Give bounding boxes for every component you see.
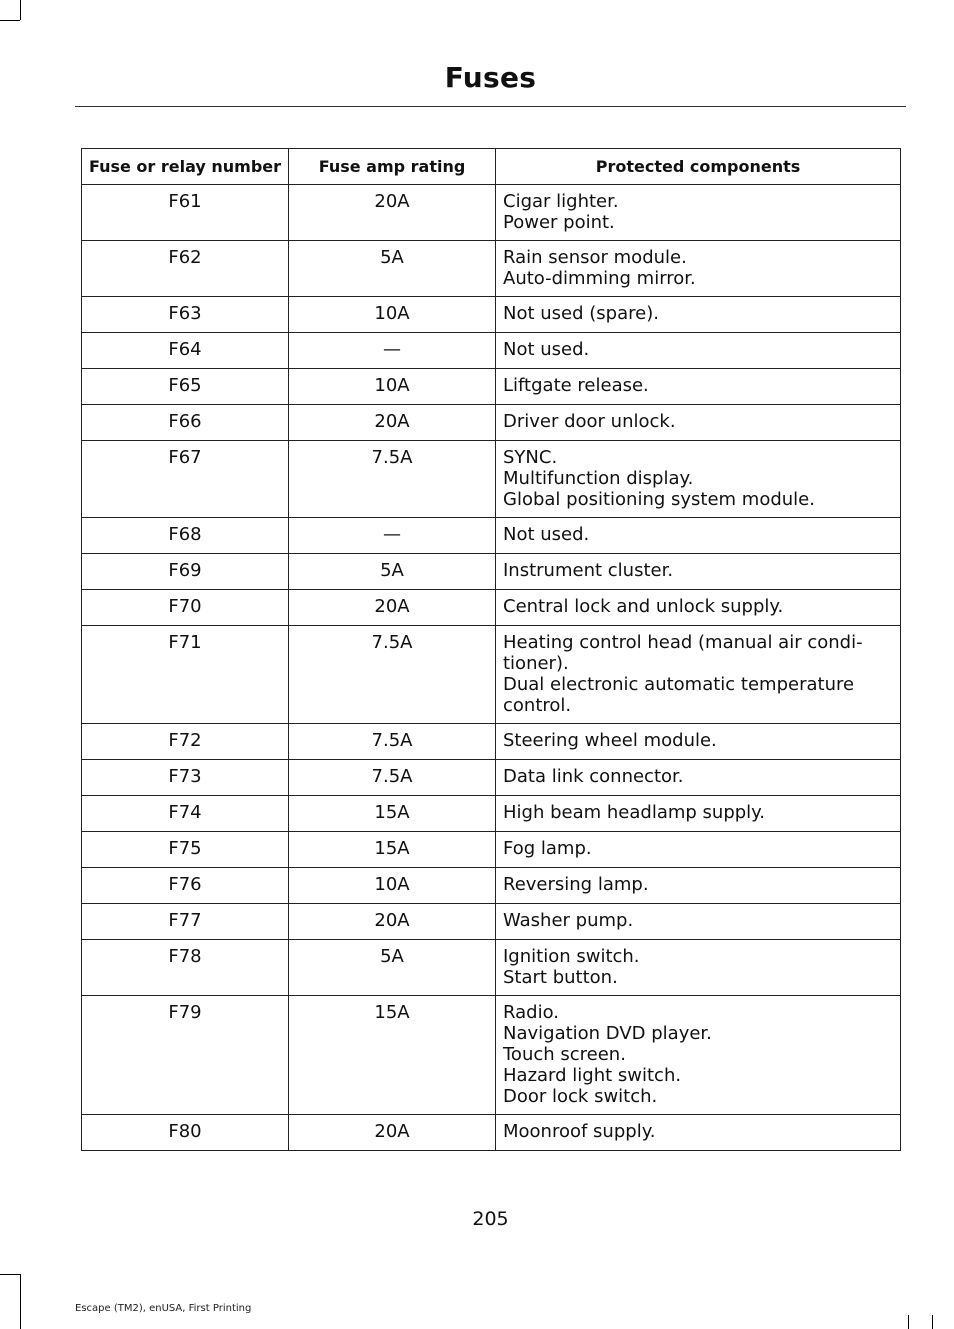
crop-mark-bottom-right-vertical-1 (932, 1315, 933, 1329)
protected-components-cell (496, 590, 901, 626)
amp-rating-cell: 10A (289, 868, 496, 904)
fuse-number-cell: F72 (82, 724, 289, 760)
title-divider (75, 106, 906, 107)
table-row (82, 554, 901, 590)
table-row (82, 518, 901, 554)
amp-rating-cell: 5A (289, 241, 496, 297)
table-row (82, 996, 901, 1115)
table-header-row (82, 149, 901, 185)
protected-components-cell (496, 297, 901, 333)
table-row (82, 760, 901, 796)
crop-mark-top-left-horizontal (0, 20, 20, 21)
protected-components-cell (496, 185, 901, 241)
component-line: Auto-dimming mirror. (503, 268, 696, 289)
component-line: SYNC. (503, 447, 558, 468)
protected-components-cell (496, 724, 901, 760)
protected-components-cell (496, 760, 901, 796)
amp-rating-cell: 5A (289, 554, 496, 590)
amp-rating-cell: 7.5A (289, 724, 496, 760)
fuse-number-cell: F73 (82, 760, 289, 796)
component-line: High beam headlamp supply. (503, 802, 765, 823)
fuse-number-cell: F75 (82, 832, 289, 868)
crop-mark-bottom-left-horizontal (0, 1274, 20, 1275)
fuse-number-cell: F64 (82, 333, 289, 369)
protected-components-cell (496, 554, 901, 590)
footer-text: Escape (TM2), enUSA, First Printing (75, 1303, 252, 1314)
component-line: Liftgate release. (503, 375, 649, 396)
crop-mark-top-left-vertical (20, 0, 21, 20)
protected-components-cell (496, 832, 901, 868)
amp-rating-cell: 20A (289, 1115, 496, 1151)
fuse-number-cell: F79 (82, 996, 289, 1115)
amp-rating-cell: 5A (289, 940, 496, 996)
fuse-number-cell: F66 (82, 405, 289, 441)
protected-components-cell (496, 904, 901, 940)
table-row (82, 333, 901, 369)
component-line: Central lock and unlock supply. (503, 596, 784, 617)
table-row (82, 796, 901, 832)
page-number: 205 (472, 1208, 509, 1230)
component-line: Washer pump. (503, 910, 634, 931)
amp-rating-cell: 10A (289, 297, 496, 333)
table-row (82, 441, 901, 518)
table-row (82, 241, 901, 297)
fuse-number-cell: F62 (82, 241, 289, 297)
fuse-number-cell: F74 (82, 796, 289, 832)
amp-rating-cell: 15A (289, 796, 496, 832)
header-amp-rating: Fuse amp rating (289, 149, 496, 185)
header-fuse-number: Fuse or relay number (82, 149, 289, 185)
amp-rating-cell: 20A (289, 590, 496, 626)
crop-mark-bottom-left-vertical (20, 1274, 21, 1329)
amp-rating-cell: — (289, 333, 496, 369)
component-line: Touch screen. (503, 1044, 626, 1065)
component-line: Hazard light switch. (503, 1065, 682, 1086)
component-line: Reversing lamp. (503, 874, 649, 895)
fuse-number-cell: F67 (82, 441, 289, 518)
component-line: Not used (spare). (503, 303, 659, 324)
component-line: Start button. (503, 967, 618, 988)
amp-rating-cell: 20A (289, 405, 496, 441)
table-row (82, 724, 901, 760)
fuse-number-cell: F71 (82, 626, 289, 724)
table-row (82, 405, 901, 441)
component-line: Moonroof supply. (503, 1121, 656, 1142)
component-line: Power point. (503, 212, 615, 233)
protected-components-cell (496, 405, 901, 441)
fuse-number-cell: F65 (82, 369, 289, 405)
protected-components-cell (496, 241, 901, 297)
fuse-number-cell: F78 (82, 940, 289, 996)
component-line: Cigar lighter. (503, 191, 619, 212)
table-row (82, 369, 901, 405)
fuse-number-cell: F63 (82, 297, 289, 333)
fuse-number-cell: F69 (82, 554, 289, 590)
component-line: Not used. (503, 339, 590, 360)
amp-rating-cell: — (289, 518, 496, 554)
component-line: Not used. (503, 524, 590, 545)
table-row (82, 868, 901, 904)
component-line: tioner). (503, 653, 569, 674)
table-row (82, 904, 901, 940)
component-line: Multifunction display. (503, 468, 694, 489)
table-row (82, 185, 901, 241)
crop-mark-bottom-right-vertical-2 (908, 1315, 909, 1329)
component-line: Global positioning system module. (503, 489, 815, 510)
amp-rating-cell: 20A (289, 185, 496, 241)
component-line: Navigation DVD player. (503, 1023, 712, 1044)
component-line: Dual electronic automatic temperature (503, 674, 855, 695)
component-line: Door lock switch. (503, 1086, 658, 1107)
table-row (82, 940, 901, 996)
table-row (82, 832, 901, 868)
component-line: Driver door unlock. (503, 411, 676, 432)
component-line: Instrument cluster. (503, 560, 674, 581)
protected-components-cell (496, 518, 901, 554)
component-line: Fog lamp. (503, 838, 592, 859)
protected-components-cell (496, 796, 901, 832)
amp-rating-cell: 15A (289, 996, 496, 1115)
amp-rating-cell: 7.5A (289, 441, 496, 518)
protected-components-cell (496, 441, 901, 518)
fuse-number-cell: F80 (82, 1115, 289, 1151)
fuse-number-cell: F61 (82, 185, 289, 241)
protected-components-cell (496, 369, 901, 405)
fuse-table (81, 148, 901, 1151)
header-protected-components: Protected components (496, 149, 901, 185)
protected-components-cell (496, 333, 901, 369)
amp-rating-cell: 7.5A (289, 760, 496, 796)
protected-components-cell (496, 626, 901, 724)
table-row (82, 626, 901, 724)
component-line: control. (503, 695, 572, 716)
amp-rating-cell: 15A (289, 832, 496, 868)
protected-components-cell (496, 940, 901, 996)
component-line: Radio. (503, 1002, 559, 1023)
fuse-number-cell: F77 (82, 904, 289, 940)
page-title: Fuses (444, 61, 537, 94)
component-line: Steering wheel module. (503, 730, 717, 751)
fuse-number-cell: F70 (82, 590, 289, 626)
table-row (82, 590, 901, 626)
amp-rating-cell: 20A (289, 904, 496, 940)
fuse-number-cell: F76 (82, 868, 289, 904)
table-row (82, 1115, 901, 1151)
component-line: Heating control head (manual air condi- (503, 632, 863, 653)
table-body (82, 185, 901, 1151)
component-line: Rain sensor module. (503, 247, 687, 268)
protected-components-cell (496, 996, 901, 1115)
component-line: Ignition switch. (503, 946, 640, 967)
component-line: Data link connector. (503, 766, 684, 787)
table-row (82, 297, 901, 333)
amp-rating-cell: 10A (289, 369, 496, 405)
protected-components-cell (496, 868, 901, 904)
protected-components-cell (496, 1115, 901, 1151)
fuse-number-cell: F68 (82, 518, 289, 554)
amp-rating-cell: 7.5A (289, 626, 496, 724)
